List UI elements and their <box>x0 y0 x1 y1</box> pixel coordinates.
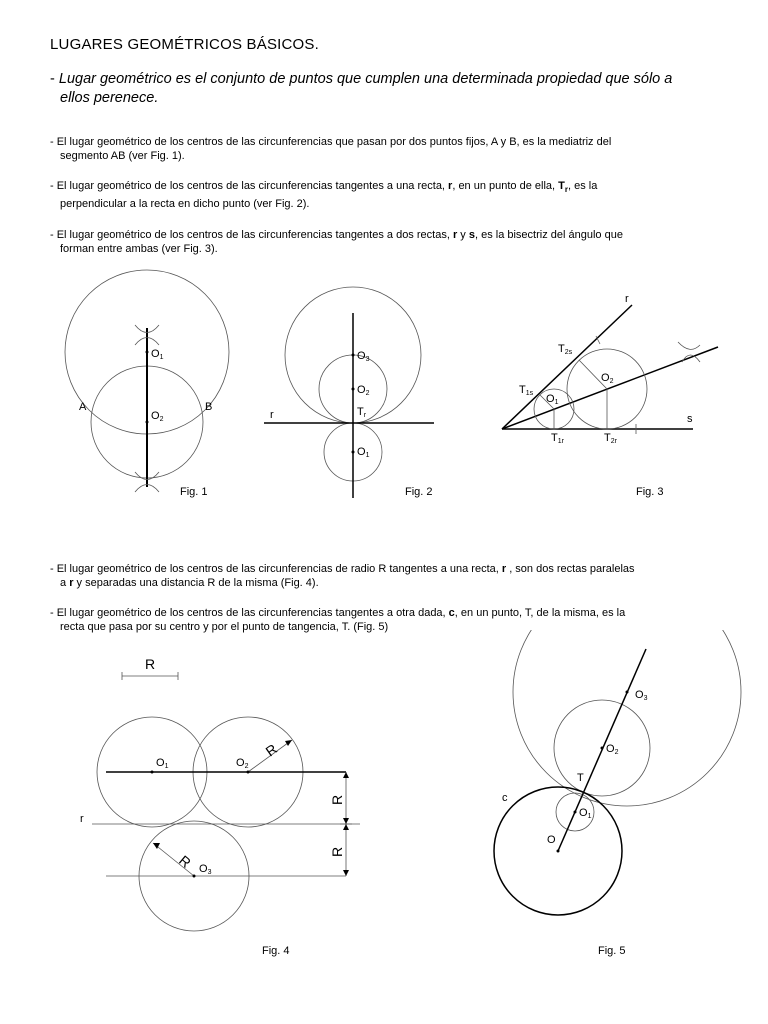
fig3-s-label: s <box>687 413 693 425</box>
fig2-o3-label: O3 <box>357 350 370 363</box>
fig4-o3-label: O3 <box>199 863 212 876</box>
p3-text-a: - El lugar geométrico de los centros de las circunferencias tangentes a dos rectas, <box>50 229 453 241</box>
fig5-line-through-center <box>558 649 646 851</box>
fig1-o1-label: O1 <box>151 348 164 361</box>
fig5-o2-label: O2 <box>606 743 619 756</box>
fig1-o2-label: O2 <box>151 410 164 423</box>
fig4-r-scale-label: R <box>145 656 156 672</box>
p4-l2a: a <box>60 577 70 589</box>
fig4-r-label-dim-upper: R <box>329 794 345 805</box>
fig4-r-label-o2: R <box>262 740 281 760</box>
p5-line-2: recta que pasa por su centro y por el punto de tangencia, T. (Fig. 5) <box>60 621 389 633</box>
fig5-o-label: O <box>547 834 556 846</box>
p3-text-b: , es la bisectriz del ángulo que <box>474 229 623 241</box>
fig4-o1-label: O1 <box>156 757 169 770</box>
p5-text-b: , en un punto, T, de la misma, es la <box>454 607 626 619</box>
fig1-a-label: A <box>79 401 87 413</box>
p2-t: T <box>558 180 565 192</box>
p2-r: r <box>448 180 453 192</box>
fig3-arcs <box>678 342 700 362</box>
fig3-t1r-label: T1r <box>551 432 564 445</box>
fig4-o2-label: O2 <box>236 757 249 770</box>
p3-y: y <box>457 229 469 241</box>
fig5-caption: Fig. 5 <box>598 945 626 957</box>
fig4-r-label-o3: R <box>176 852 195 871</box>
figure-5 <box>494 578 741 957</box>
p4-l2b: y separadas una distancia R de la misma (Fig. 4). <box>73 577 319 589</box>
intro-dash: - <box>50 71 55 87</box>
p5-c: c <box>448 607 455 619</box>
fig2-t-label: Tr <box>357 406 367 419</box>
p4-text-b: , son dos rectas paralelas <box>506 563 635 575</box>
p4-text-a: - El lugar geométrico de los centros de las circunferencias de radio R tangentes a una recta, <box>50 563 502 575</box>
fig5-o3-label: O3 <box>635 689 648 702</box>
p3-line-2: forman entre ambas (ver Fig. 3). <box>60 243 218 255</box>
fig3-o2-label: O2 <box>601 372 614 385</box>
fig3-t2s-label: T2s <box>558 343 573 356</box>
fig4-o2-point <box>247 771 250 774</box>
fig3-line-r <box>502 305 632 429</box>
fig3-caption: Fig. 3 <box>636 486 664 498</box>
fig1-o2-point <box>146 421 149 424</box>
fig2-r-label: r <box>270 409 274 421</box>
intro-line-2: ellos perenece. <box>60 90 159 106</box>
fig4-r-line-label: r <box>80 813 84 825</box>
fig4-caption: Fig. 4 <box>262 945 290 957</box>
figure-3 <box>502 293 718 498</box>
fig1-b-label: B <box>205 401 213 413</box>
fig3-bisectriz <box>502 347 718 429</box>
fig5-t-label: T <box>577 772 584 784</box>
p1-line-2: segmento AB (ver Fig. 1). <box>60 150 185 162</box>
fig3-o1-label: O1 <box>546 393 559 406</box>
fig4-o3-point <box>193 875 196 878</box>
fig2-o2-label: O2 <box>357 384 370 397</box>
fig5-c-label: c <box>502 792 508 804</box>
p4-r: r <box>501 563 507 575</box>
p3-r: r <box>452 229 458 241</box>
page-title: LUGARES GEOMÉTRICOS BÁSICOS. <box>50 36 319 53</box>
fig1-o1-point <box>146 351 149 354</box>
fig3-r-label: r <box>625 293 629 305</box>
fig5-o2-point <box>601 747 604 750</box>
fig4-r-label-dim-lower: R <box>329 846 345 857</box>
p2-text-c: , es la <box>568 180 598 192</box>
fig3-t1s-label: T1s <box>519 384 534 397</box>
fig5-o-point <box>557 850 560 853</box>
fig2-o3-point <box>352 354 355 357</box>
intro-line-1: Lugar geométrico es el conjunto de puntos que cumplen una determinada propiedad que sólo a <box>58 71 673 87</box>
fig3-t2r-label: T2r <box>604 432 617 445</box>
fig5-o1-point <box>574 811 577 814</box>
figure-2 <box>264 287 434 498</box>
p4-l2r: r <box>69 577 74 589</box>
p2-line-2: perpendicular a la recta en dicho punto (ver Fig. 2). <box>60 198 310 211</box>
p3-s: s <box>468 229 475 241</box>
p5-text-a: - El lugar geométrico de los centros de las circunferencias tangentes a otra dada, <box>50 607 449 619</box>
fig4-o1-point <box>151 771 154 774</box>
p2-tsub: r <box>564 185 568 195</box>
fig2-o2-point <box>352 388 355 391</box>
fig2-caption: Fig. 2 <box>405 486 433 498</box>
figure-4 <box>80 656 360 957</box>
fig5-o1-label: O1 <box>579 807 592 820</box>
fig1-caption: Fig. 1 <box>180 486 208 498</box>
figure-1 <box>65 270 229 498</box>
fig2-o1-point <box>352 451 355 454</box>
p1-line-1: - El lugar geométrico de los centros de las circunferencias que pasan por dos puntos fijos, A y B, es la mediatriz del <box>50 136 612 148</box>
fig5-o3-point <box>626 691 629 694</box>
fig2-o1-label: O1 <box>357 446 370 459</box>
p2-text-a: - El lugar geométrico de los centros de las circunferencias tangentes a una recta, <box>50 180 449 192</box>
fig4-radius-o2-arrow <box>285 740 292 746</box>
p2-text-b: , en un punto de ella, <box>452 180 559 192</box>
